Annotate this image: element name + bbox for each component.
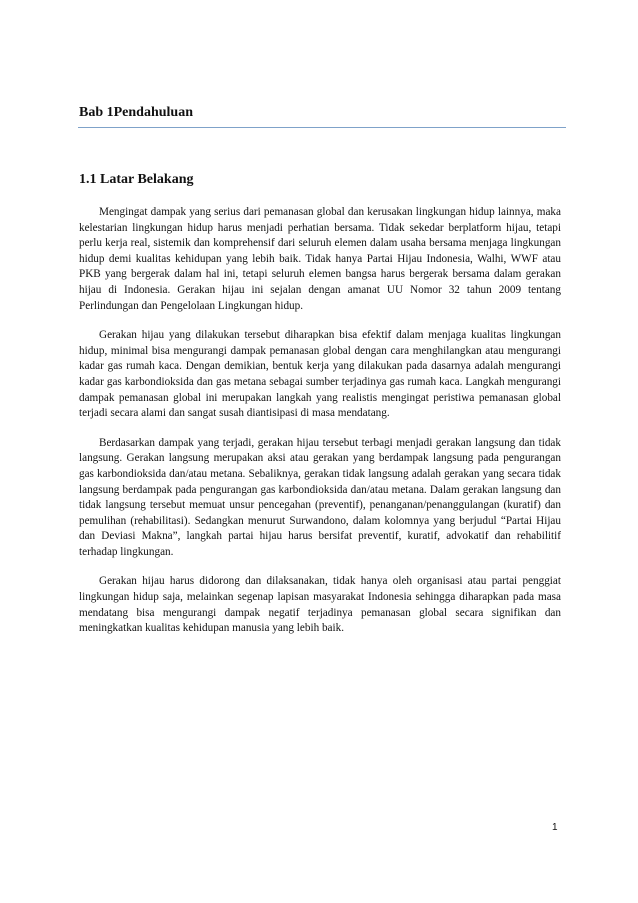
paragraph: Gerakan hijau yang dilakukan tersebut diharapkan bisa efektif dalam menjaga kualitas lingkungan hidup, minimal bisa mengurangi dampak pemanasan global dengan cara menghilangkan atau mengurangi kadar gas rumah kaca. Dengan demikian, bentuk kerja yang dilakukan pada dasarnya adalah mengurangi kadar gas karbondioksida dan gas metana sebagai sumber terjadinya gas rumah kaca. Langkah mengurangi dampak pemanasan global ini merupakan langkah yang realistis mengingat peristiwa pemanasan global terjadi secara alami dan sangat susah diantisipasi di masa mendatang. (79, 329, 561, 420)
chapter-title: Bab 1Pendahuluan (79, 105, 193, 120)
paragraph: Berdasarkan dampak yang terjadi, gerakan hijau tersebut terbagi menjadi gerakan langsung dan tidak langsung. Gerakan langsung merupakan aksi atau gerakan yang berdampak langsung pada pengurangan gas karbondioksida dan/atau metana. Sebaliknya, gerakan tidak langsung adalah gerakan yang secara tidak langsung berdampak pada pengurangan gas karbondioksida dan/atau metana. Dalam gerakan langsung dan tidak langsung tersebut memuat unsur pencegahan (preventif), penanganan/penanggulangan (kuratif) dan pemulihan (rehabilitasi). Sedangkan menurut Surwandono, dalam kolomnya yang berjudul “Partai Hijau dan Deviasi Makna”, langkah partai hijau harus bersifat preventif, kuratif, advokatif dan rehabilitif terhadap lingkungan. (79, 436, 561, 558)
paragraph: Gerakan hijau harus didorong dan dilaksanakan, tidak hanya oleh organisasi atau partai penggiat lingkungan hidup saja, melainkan segenap lapisan masyarakat Indonesia sehingga diharapkan pada masa mendatang bisa mengurangi dampak negatif terjadinya pemanasan global secara signifikan dan meningkatkan kualitas kehidupan manusia yang lebih baik. (79, 575, 561, 635)
page-number: 1 (552, 822, 558, 833)
body-text (79, 205, 561, 651)
chapter-title-divider (78, 127, 566, 128)
paragraph: Mengingat dampak yang serius dari pemanasan global dan kerusakan lingkungan hidup lainnya, maka kelestarian lingkungan hidup harus menjadi perhatian bersama. Tidak sekedar berplatform hijau, tetapi perlu kerja real, sistemik dan komprehensif dari seluruh elemen dalam usaha bersama menjaga lingkungan hidup demi kualitas kehidupan yang lebih baik. Tidak hanya Partai Hijau Indonesia, Walhi, WWF atau PKB yang bergerak dalam hal ini, tetapi seluruh elemen bangsa harus bergerak bersama dalam gerakan hijau di Indonesia. Gerakan hijau ini sejalan dengan amanat UU Nomor 32 tahun 2009 tentang Perlindungan dan Pengelolaan Lingkungan hidup. (79, 206, 561, 312)
section-title: 1.1 Latar Belakang (79, 172, 194, 187)
